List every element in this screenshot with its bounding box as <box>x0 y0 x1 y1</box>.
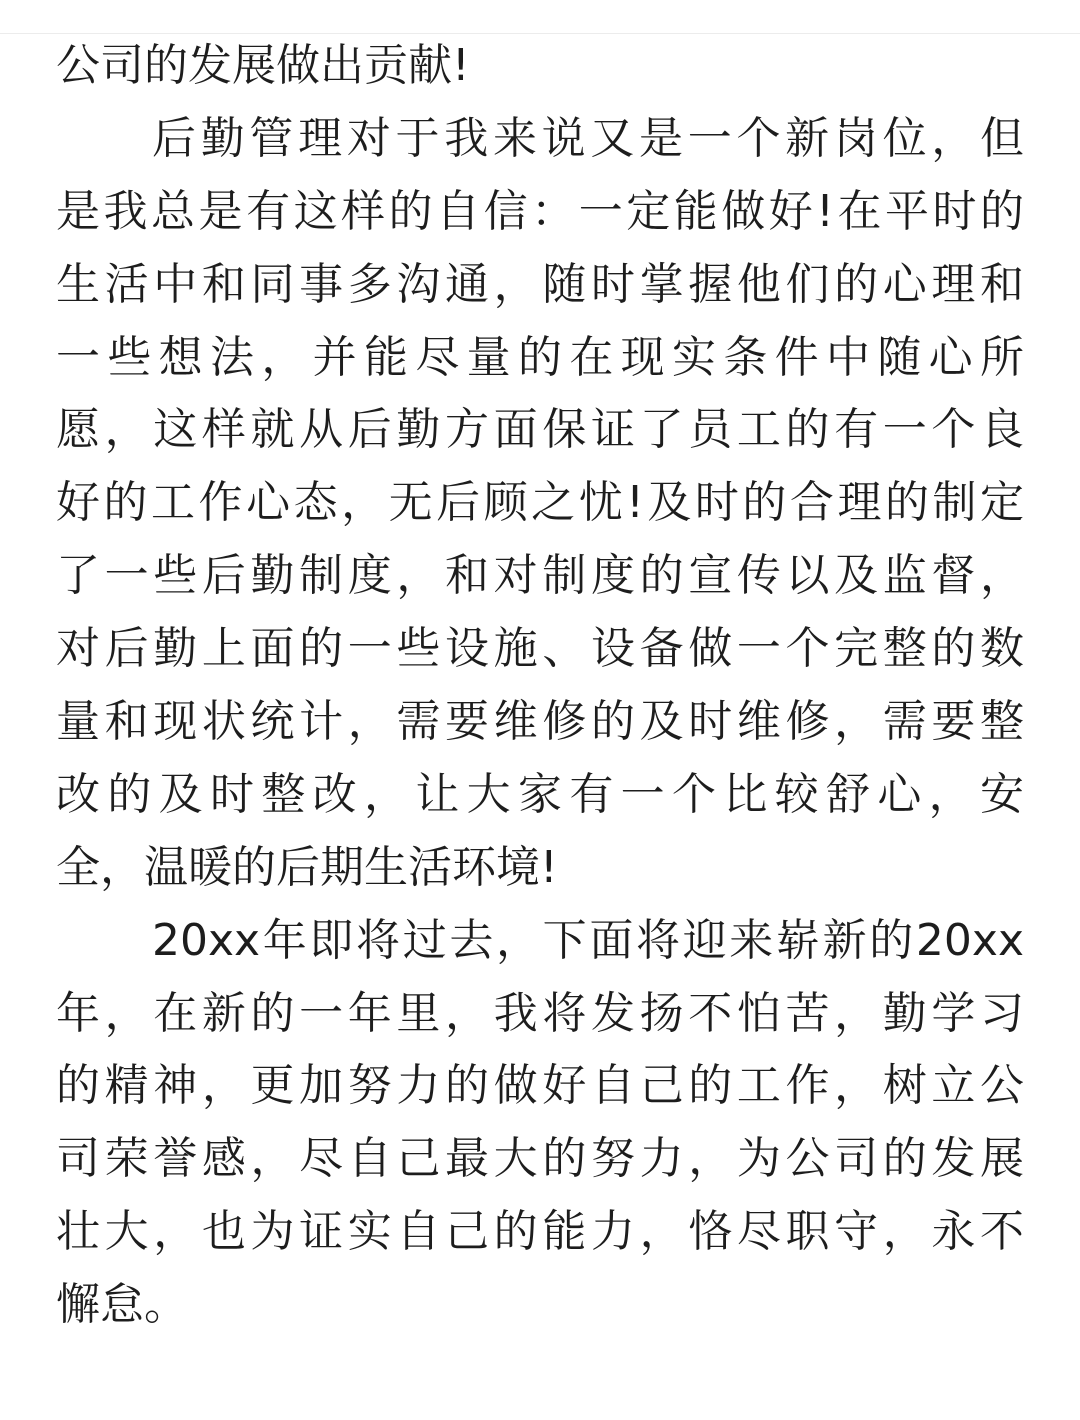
text-line: 的精神，更加努力的做好自己的工作，树立公 <box>56 1060 1024 1112</box>
paragraph-first-line: 后勤管理对于我来说又是一个新岗位，但 <box>152 112 1024 164</box>
text-line: 司荣誉感，尽自己最大的努力，为公司的发展 <box>56 1133 1024 1185</box>
text-line: 公司的发展做出贡献! <box>56 40 470 91</box>
text-line: 全，温暖的后期生活环境! <box>56 841 558 893</box>
text-line: 一些想法，并能尽量的在现实条件中随心所 <box>56 331 1024 383</box>
text-line: 愿，这样就从后勤方面保证了员工的有一个良 <box>56 404 1024 456</box>
paragraph-first-line: 20xx年即将过去，下面将迎来崭新的20xx <box>152 914 1024 966</box>
text-line: 是我总是有这样的自信：一定能做好!在平时的 <box>56 185 1024 237</box>
text-line: 了一些后勤制度，和对制度的宣传以及监督， <box>56 550 1024 602</box>
text-line: 好的工作心态，无后顾之忧!及时的合理的制定 <box>56 477 1024 529</box>
text-line: 懈怠。 <box>56 1279 188 1331</box>
document-body <box>56 30 1024 1342</box>
top-divider <box>0 0 1080 34</box>
text-line: 生活中和同事多沟通，随时掌握他们的心理和 <box>56 258 1024 310</box>
text-line: 壮大，也为证实自己的能力，恪尽职守，永不 <box>56 1206 1024 1258</box>
text-line: 对后勤上面的一些设施、设备做一个完整的数 <box>56 623 1024 675</box>
text-line: 量和现状统计，需要维修的及时维修，需要整 <box>56 696 1024 748</box>
text-line: 改的及时整改，让大家有一个比较舒心，安 <box>56 768 1024 820</box>
text-line: 年，在新的一年里，我将发扬不怕苦，勤学习 <box>56 987 1024 1039</box>
